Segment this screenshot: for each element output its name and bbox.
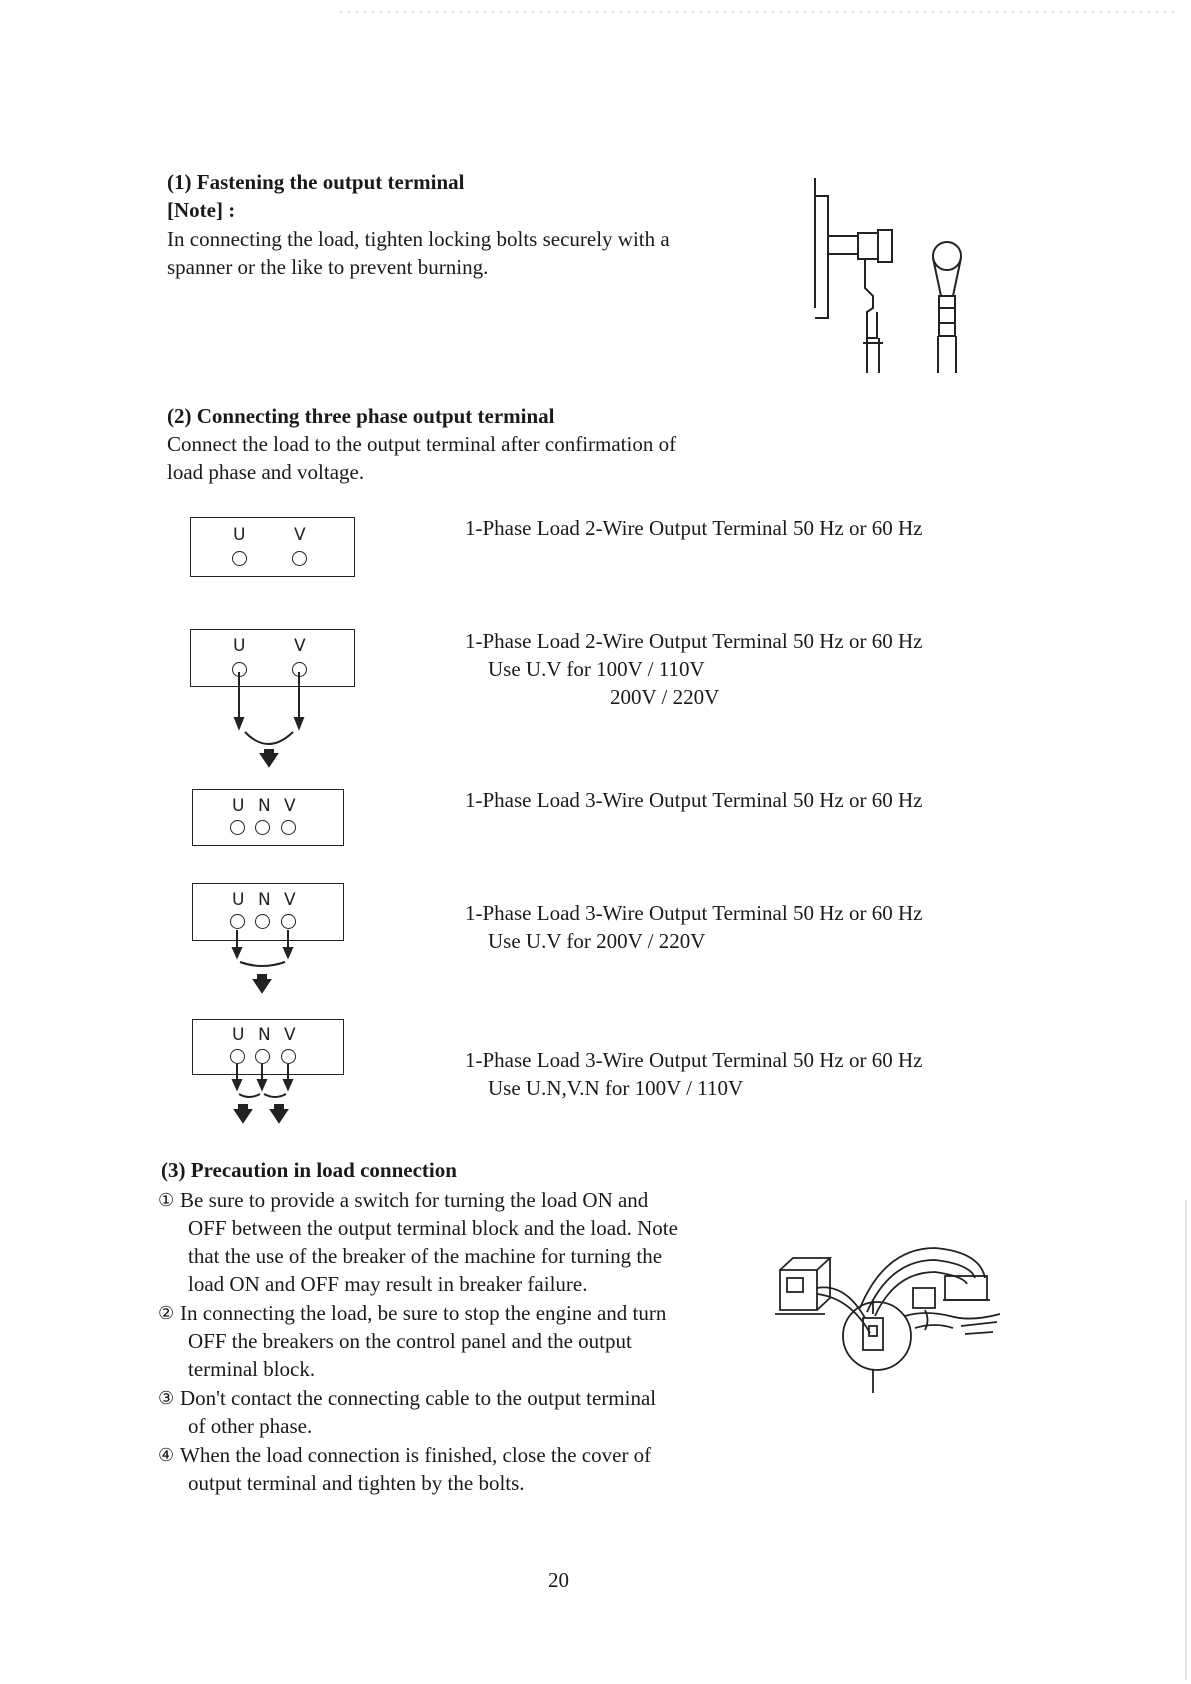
- uv-connection-arrows: [190, 670, 353, 780]
- diagram-2-usage-line-2: 200V / 220V: [610, 685, 720, 709]
- precaution-2-marker: ②: [158, 1303, 175, 1323]
- terminal-v-circle: [281, 820, 296, 835]
- precaution-2-line-2: OFF the breakers on the control panel and the output: [188, 1329, 632, 1353]
- diagram-1-description: 1-Phase Load 2-Wire Output Terminal 50 Hz or 60 Hz: [465, 516, 923, 540]
- terminal-u-circle: [230, 914, 245, 929]
- uv-connection-arrows-3wire: [192, 928, 342, 1000]
- section2-text-line-1: Connect the load to the output terminal after confirmation of: [167, 432, 677, 456]
- section2-title: (2) Connecting three phase output terminal: [167, 404, 555, 428]
- terminal-label-n: N: [258, 890, 271, 910]
- terminal-label-u: U: [232, 796, 245, 816]
- terminal-u-circle: [232, 551, 247, 566]
- terminal-block-2wire: [190, 517, 355, 577]
- diagram-4-usage-line-1: Use U.V for 200V / 220V: [488, 929, 706, 953]
- section1-text-line-2: spanner or the like to prevent burning.: [167, 255, 489, 279]
- terminal-label-u: U: [232, 890, 245, 910]
- terminal-n-circle: [255, 820, 270, 835]
- scan-artifacts: [0, 0, 1191, 20]
- precaution-2-line-1: In connecting the load, be sure to stop the engine and turn: [180, 1301, 667, 1325]
- diagram-3-description: 1-Phase Load 3-Wire Output Terminal 50 Hz or 60 Hz: [465, 788, 923, 812]
- terminal-v-circle: [292, 551, 307, 566]
- terminal-label-u: U: [233, 636, 246, 656]
- precaution-1-line-2: OFF between the output terminal block and the load. Note: [188, 1216, 678, 1240]
- diagram-5-description: 1-Phase Load 3-Wire Output Terminal 50 Hz or 60 Hz: [465, 1048, 923, 1072]
- terminal-v-circle: [281, 914, 296, 929]
- precaution-3-marker: ③: [158, 1388, 175, 1408]
- un-vn-connection-arrows: [192, 1062, 342, 1134]
- terminal-bolt-illustration: [805, 178, 985, 373]
- precaution-4-marker: ④: [158, 1445, 175, 1465]
- terminal-label-n: N: [258, 796, 271, 816]
- terminal-label-v: V: [284, 890, 296, 910]
- precaution-1-marker: ①: [158, 1190, 175, 1210]
- precaution-1-line-1: Be sure to provide a switch for turning the load ON and: [180, 1188, 649, 1212]
- section3-title: (3) Precaution in load connection: [161, 1158, 457, 1182]
- section1-text-line-1: In connecting the load, tighten locking bolts securely with a: [167, 227, 670, 251]
- terminal-label-u: U: [233, 525, 246, 545]
- terminal-label-u: U: [232, 1025, 245, 1045]
- terminal-label-v: V: [284, 1025, 296, 1045]
- load-connection-illustration: [775, 1238, 1005, 1398]
- page-number: 20: [548, 1568, 569, 1592]
- terminal-block-3wire: [192, 789, 344, 846]
- terminal-u-circle: [230, 820, 245, 835]
- terminal-label-n: N: [258, 1025, 271, 1045]
- terminal-label-v: V: [294, 525, 306, 545]
- terminal-label-v: V: [284, 796, 296, 816]
- diagram-5-usage-line-1: Use U.N,V.N for 100V / 110V: [488, 1076, 744, 1100]
- section2-text-line-2: load phase and voltage.: [167, 460, 365, 484]
- precaution-1-line-3: that the use of the breaker of the machine for turning the: [188, 1244, 663, 1268]
- precaution-1-line-4: load ON and OFF may result in breaker failure.: [188, 1272, 588, 1296]
- diagram-2-usage-line-1: Use U.V for 100V / 110V: [488, 657, 705, 681]
- diagram-2-description: 1-Phase Load 2-Wire Output Terminal 50 Hz or 60 Hz: [465, 629, 923, 653]
- diagram-4-description: 1-Phase Load 3-Wire Output Terminal 50 Hz or 60 Hz: [465, 901, 923, 925]
- precaution-4-line-1: When the load connection is finished, close the cover of: [180, 1443, 652, 1467]
- precaution-3-line-2: of other phase.: [188, 1414, 313, 1438]
- precaution-4-line-2: output terminal and tighten by the bolts.: [188, 1471, 525, 1495]
- precaution-3-line-1: Don't contact the connecting cable to the output terminal: [180, 1386, 657, 1410]
- section1-title: (1) Fastening the output terminal: [167, 170, 465, 194]
- note-label: [Note] :: [167, 198, 236, 222]
- terminal-label-v: V: [294, 636, 306, 656]
- terminal-n-circle: [255, 914, 270, 929]
- precaution-2-line-3: terminal block.: [188, 1357, 316, 1381]
